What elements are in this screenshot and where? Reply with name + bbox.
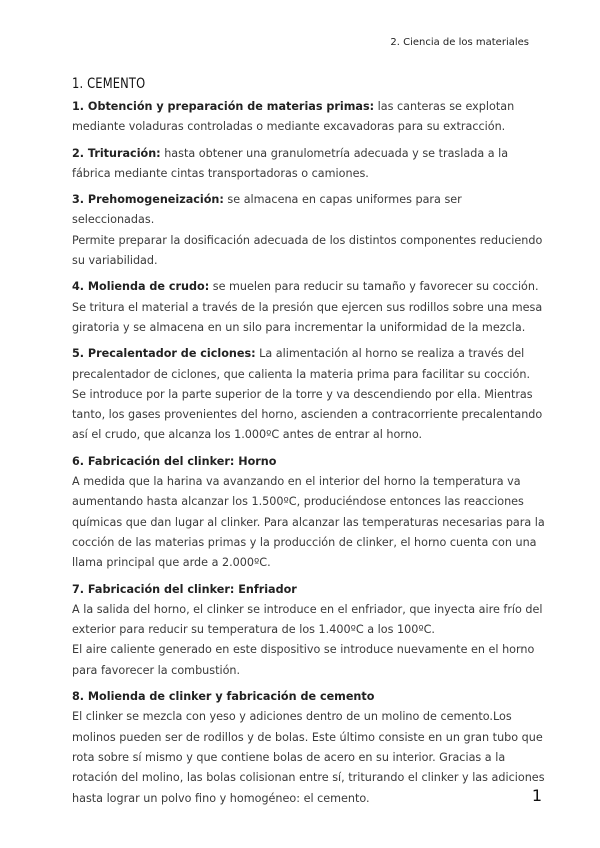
step-7 [72,580,547,681]
step-first-line [72,344,547,385]
document-body [72,76,547,815]
step-title: 7. Fabricación del clinker: Enfriador [72,582,297,596]
step-paragraph: Se tritura el material a través de la presión que ejercen sus rodillos sobre una mesa giratoria y se almacena en un silo para incrementar la uniformidad de la mezcla. [72,300,543,334]
chapter-header: 2. Ciencia de los materiales [390,37,529,48]
step-title: 2. Trituración: [72,146,161,160]
step-4 [72,277,547,338]
step-first-line [72,452,547,472]
step-first-line [72,580,547,600]
step-title: 5. Precalentador de ciclones: [72,347,256,361]
step-text: hasta obtener una granulometría adecuada y se traslada a la fábrica mediante cintas transportadoras o camiones. [72,146,509,180]
step-first-line [72,687,547,707]
step-text: se muelen para reducir su tamaño y favorecer su cocción. [209,280,539,294]
step-text: se almacena en capas uniformes para ser seleccionadas. [72,193,462,227]
step-3 [72,190,547,271]
step-title: 4. Molienda de crudo: [72,280,210,294]
page-number: 1 [531,786,542,805]
step-paragraph: Se introduce por la parte superior de la torre y va descendiendo por ella. Mientras tanto, los gases provenientes del horno, ascienden a contracorriente precalentando así el crudo, que alcanza los 1.000ºC antes de entrar al horno. [72,387,543,442]
step-paragraph: El aire caliente generado en este dispositivo se introduce nuevamente en el horno para favorecer la combustión. [72,643,535,677]
step-text: las canteras se explotan mediante voladuras controladas o mediante excavadoras para su extracción. [72,100,515,134]
step-1 [72,97,547,138]
section-title: 1. CEMENTO [72,76,146,92]
steps-list [72,97,547,809]
step-8 [72,687,547,809]
step-title: 6. Fabricación del clinker: Horno [72,454,277,468]
step-first-line [72,277,547,297]
step-first-line [72,97,547,138]
step-2 [72,144,547,185]
step-title: 1. Obtención y preparación de materias primas: [72,100,375,113]
step-title: 8. Molienda de clinker y fabricación de cemento [72,690,375,704]
step-first-line [72,190,547,231]
step-paragraph: Permite preparar la dosificación adecuada de los distintos componentes reduciendo su variabilidad. [72,233,543,268]
step-paragraph: A medida que la harina va avanzando en el interior del horno la temperatura va aumentando hasta alcanzar los 1.500ºC, produciéndose entonces las reacciones químicas que dan lugar al clinker. Para alcanzar las temperaturas necesarias para la cocción de las materias primas y la producción de clinker, el horno cuenta con una llama principal que arde a 2.000ºC. [72,475,545,570]
step-first-line [72,144,547,185]
step-title: 3. Prehomogeneización: [72,193,224,207]
step-paragraph: A la salida del horno, el clinker se introduce en el enfriador, que inyecta aire frío del exterior para reducir su temperatura de los 1.400ºC a los 100ºC. [72,602,543,637]
step-6 [72,452,547,574]
step-paragraph: El clinker se mezcla con yeso y adiciones dentro de un molino de cemento.Los molinos pueden ser de rodillos y de bolas. Este último consiste en un gran tubo que rota sobre sí mismo y que contiene bolas de acero en su interior. Gracias a la rotación del molino, las bolas colisionan entre sí, triturando el clinker y las adiciones hasta lograr un polvo fino y homogéneo: el cemento. [72,710,545,805]
step-text: La alimentación al horno se realiza a través del precalentador de ciclones, que calienta la materia prima para facilitar su cocción. [72,347,531,381]
step-5 [72,344,547,445]
